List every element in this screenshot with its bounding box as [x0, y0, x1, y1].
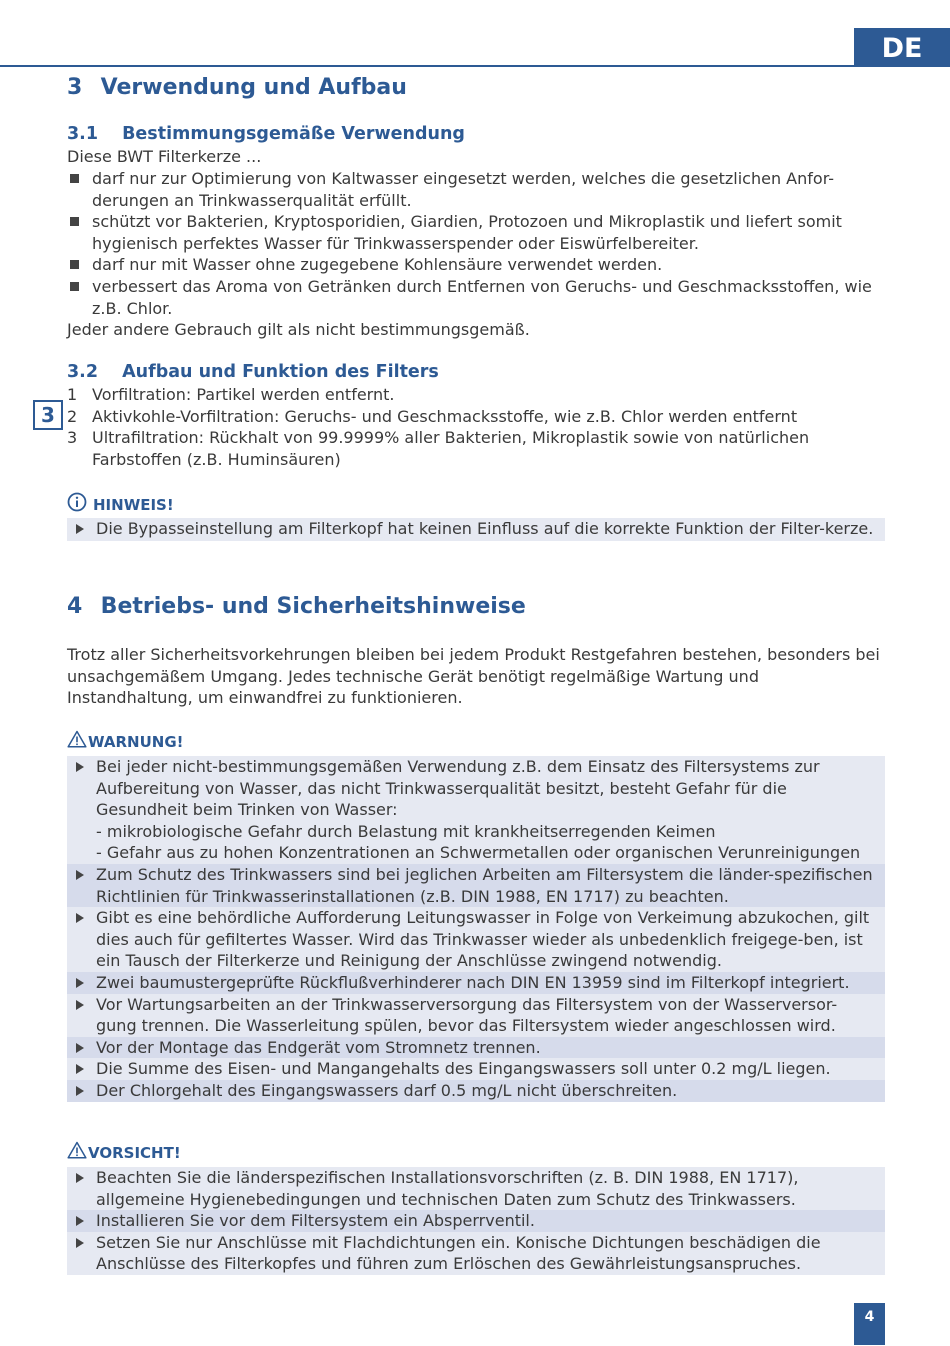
warning-box — [67, 756, 885, 1102]
list-item: darf nur zur Optimierung von Kaltwasser eingesetzt werden, welches die gesetzlichen Anfor-derungen an Trinkwasserqualität erfüllt. — [67, 168, 885, 211]
square-bullet-icon — [70, 282, 79, 291]
warning-item: Die Summe des Eisen- und Mangangehalts des Eingangswassers soll unter 0.2 mg/L liegen. — [67, 1058, 885, 1080]
header-rule — [0, 65, 950, 67]
warning-item: Zum Schutz des Trinkwassers sind bei jeglichen Arbeiten am Filtersystem die länder-spezifischen Richtlinien für Trinkwasserinstallationen (z.B. DIN 1988, EN 1717) zu beachten. — [67, 864, 885, 907]
section-3-heading — [67, 77, 407, 99]
list-item: 3 Ultrafiltration: Rückhalt von 99.9999% aller Bakterien, Mikroplastik sowie von natürlichen Farbstoffen (z.B. Huminsäuren) — [67, 428, 810, 469]
triangle-bullet-icon — [76, 870, 84, 880]
warning-heading: WARNUNG! — [67, 730, 183, 755]
section-4-heading — [67, 596, 526, 618]
section-3-title: Verwendung und Aufbau — [100, 75, 407, 100]
triangle-bullet-icon — [76, 1238, 84, 1248]
square-bullet-icon — [70, 260, 79, 269]
caution-heading: VORSICHT! — [67, 1141, 181, 1166]
square-bullet-icon — [70, 174, 79, 183]
triangle-bullet-icon — [76, 913, 84, 923]
list-item: 2 Aktivkohle-Vorfiltration: Geruchs- und Geschmacksstoffe, wie z.B. Chlor werden entfernt — [67, 406, 798, 426]
section-4-number: 4 — [67, 594, 83, 619]
triangle-bullet-icon — [76, 762, 84, 772]
warning-item: Vor Wartungsarbeiten an der Trinkwasserversorgung das Filtersystem von der Wasserversor-gung trennen. Die Wasserleitung spülen, bevor das Filtersystem wieder angeschlossen wird. — [67, 994, 885, 1037]
warning-item: Vor der Montage das Endgerät vom Stromnetz trennen. — [67, 1037, 885, 1059]
list-item: verbessert das Aroma von Getränken durch Entfernen von Geruchs- und Geschmacksstoffen, wie z.B. Chlor. — [67, 276, 885, 319]
section-3-2-heading — [67, 362, 439, 384]
section-3-1-intro: Diese BWT Filterkerze ... — [67, 147, 262, 166]
triangle-bullet-icon — [76, 1173, 84, 1183]
square-bullet-icon — [70, 217, 79, 226]
warning-item: Bei jeder nicht-bestimmungsgemäßen Verwendung z.B. dem Einsatz des Filtersystems zur Aufbereitung von Wasser, das nicht Trinkwasserqualität besitzt, besteht Gefahr für die Gesundheit beim Trinken von Wasser: - mikrobiologische Gefahr durch Belastung mit krankheitserregenden Keimen - Gefahr aus zu hohen Konzentrationen an Schwermetallen oder organischen Verunreinigungen — [67, 756, 885, 864]
list-item: schützt vor Bakterien, Kryptosporidien, Giardien, Protozoen und Mikroplastik und liefert somit hygienisch perfektes Wasser für Trinkwasserspender oder Eiswürfelbereiter. — [67, 211, 885, 254]
notice-item: Die Bypasseinstellung am Filterkopf hat keinen Einfluss auf die korrekte Funktion der Filter-kerze. — [67, 518, 885, 541]
notice-heading: HINWEIS! — [67, 492, 174, 519]
warning-item: Gibt es eine behördliche Aufforderung Leitungswasser in Folge von Verkeimung abzukochen, gilt dies auch für gefiltertes Wasser. Wird das Trinkwasser wieder als unbedenklich freigege-ben, ist ein Tausch der Filterkerze und Reinigung der Anschlüsse zwingend notwendig. — [67, 907, 885, 972]
section-3-1-outro: Jeder andere Gebrauch gilt als nicht bestimmungsgemäß. — [67, 320, 530, 339]
language-tab: DE — [854, 28, 950, 66]
section-4-intro: Trotz aller Sicherheitsvorkehrungen bleiben bei jedem Produkt Restgefahren bestehen, besonders bei unsachgemäßem Umgang. Jedes technische Gerät benötigt regelmäßige Wartung und Instandhaltung, um einwandfrei zu funktionieren. — [67, 645, 880, 708]
section-3-1-title: Bestimmungsgemäße Verwendung — [122, 124, 465, 144]
section-4-title: Betriebs- und Sicherheitshinweise — [100, 594, 526, 619]
filter-stages-list — [67, 384, 885, 470]
figure-reference-badge: 3 — [33, 400, 63, 430]
notice-box — [67, 518, 885, 541]
warning-triangle-icon — [67, 730, 87, 755]
section-3-number: 3 — [67, 75, 83, 100]
page-number: 4 — [854, 1303, 885, 1345]
caution-item: Setzen Sie nur Anschlüsse mit Flachdichtungen ein. Konische Dichtungen beschädigen die Anschlüsse des Filterkopfes und führen zum Erlöschen des Gewährleistungsanspruches. — [67, 1232, 885, 1275]
section-3-2-number: 3.2 — [67, 362, 99, 382]
warning-item: Zwei baumustergeprüfte Rückflußverhinderer nach DIN EN 13959 sind im Filterkopf integriert. — [67, 972, 885, 994]
intended-use-list — [67, 168, 885, 319]
triangle-bullet-icon — [76, 1086, 84, 1096]
triangle-bullet-icon — [76, 1216, 84, 1226]
caution-triangle-icon — [67, 1141, 87, 1166]
triangle-bullet-icon — [76, 524, 84, 534]
caution-box — [67, 1167, 885, 1275]
section-3-2-title: Aufbau und Funktion des Filters — [122, 362, 439, 382]
triangle-bullet-icon — [76, 1000, 84, 1010]
triangle-bullet-icon — [76, 1064, 84, 1074]
list-item: 1 Vorfiltration: Partikel werden entfernt. — [67, 385, 395, 404]
info-circle-icon — [67, 492, 87, 519]
list-item: darf nur mit Wasser ohne zugegebene Kohlensäure verwendet werden. — [67, 254, 885, 276]
section-3-1-number: 3.1 — [67, 124, 99, 144]
triangle-bullet-icon — [76, 1043, 84, 1053]
section-3-1-heading — [67, 124, 465, 146]
warning-item: Der Chlorgehalt des Eingangswassers darf 0.5 mg/L nicht überschreiten. — [67, 1080, 885, 1102]
caution-item: Beachten Sie die länderspezifischen Installationsvorschriften (z. B. DIN 1988, EN 1717), allgemeine Hygienebedingungen und technischen Daten zum Schutz des Trinkwassers. — [67, 1167, 885, 1210]
caution-item: Installieren Sie vor dem Filtersystem ein Absperrventil. — [67, 1210, 885, 1232]
triangle-bullet-icon — [76, 978, 84, 988]
